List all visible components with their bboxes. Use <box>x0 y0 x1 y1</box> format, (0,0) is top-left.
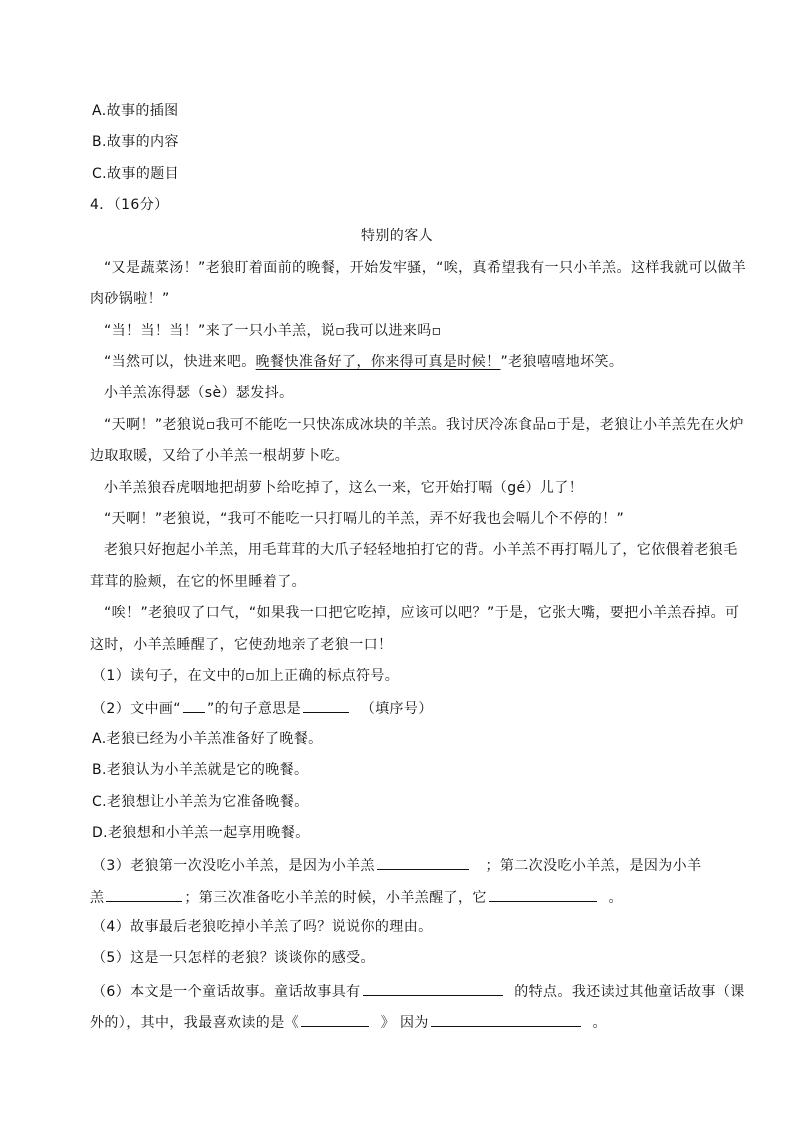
story-paragraph-5a: “天啊！”老狼说▫我可不能吃一只快冻成冰块的羊羔。我讨厌冷冻食品▫于是，老狼让小羊羔先在火炉 <box>104 417 744 433</box>
answer-blank[interactable] <box>489 886 597 902</box>
story-paragraph-2: “当！当！当！”来了一只小羊羔，说▫我可以进来吗▫ <box>104 323 442 339</box>
option-c: C.故事的题目 <box>92 166 180 182</box>
subquestion-6-line-1: （6）本文是一个童话故事。童话故事具有 的特点。我还读过其他童话故事（课 <box>92 980 745 1002</box>
subquestion-1: （1）读句子，在文中的▫加上正确的标点符号。 <box>92 668 400 684</box>
underline-mark <box>183 697 205 713</box>
option-b: B.故事的内容 <box>92 134 179 150</box>
option-a: A.故事的插图 <box>92 103 179 119</box>
subquestion-2-option-b: B.老狼认为小羊羔就是它的晚餐。 <box>92 762 309 778</box>
story-paragraph-5b: 边取取暖，又给了小羊羔一根胡萝卜吃。 <box>90 448 350 464</box>
answer-blank[interactable] <box>431 1011 581 1027</box>
subquestion-5: （5）这是一只怎样的老狼？谈谈你的感受。 <box>92 950 375 966</box>
story-paragraph-1b: 肉砂锅啦！” <box>90 291 170 307</box>
subquestion-6-line-2: 外的），其中，我最喜欢读的是《 》 因为 。 <box>90 1011 607 1033</box>
answer-blank[interactable] <box>106 886 182 902</box>
answer-blank[interactable] <box>301 1011 369 1027</box>
subquestion-3-line-1: （3）老狼第一次没吃小羊羔，是因为小羊羔 ；第二次没吃小羊羔，是因为小羊 <box>92 854 701 876</box>
subquestion-2-option-a: A.老狼已经为小羊羔准备好了晚餐。 <box>92 731 323 747</box>
subquestion-2-option-d: D.老狼想和小羊羔一起享用晚餐。 <box>92 825 310 841</box>
story-paragraph-6: 小羊羔狼吞虎咽地把胡萝卜给吃掉了，这么一来，它开始打嗝（gé）儿了！ <box>104 480 584 496</box>
underlined-sentence: 晚餐快准备好了，你来得可真是时候！ <box>255 354 501 370</box>
story-paragraph-8b: 茸茸的脸颊，在它的怀里睡着了。 <box>90 574 306 590</box>
story-paragraph-1a: “又是蔬菜汤！”老狼盯着面前的晚餐，开始发牢骚，“唉，真希望我有一只小羊羔。这样我就可以做羊 <box>104 260 747 276</box>
answer-blank[interactable] <box>363 980 503 996</box>
story-paragraph-8a: 老狼只好抱起小羊羔，用毛茸茸的大爪子轻轻地拍打它的背。小羊羔不再打嗝儿了，它依偎着老狼毛 <box>104 542 738 558</box>
subquestion-3-line-2: 羔 ；第三次准备吃小羊羔的时候，小羊羔醒了，它 。 <box>90 886 623 908</box>
story-title: 特别的客人 <box>361 228 433 244</box>
story-paragraph-9a: “唉！”老狼叹了口气，“如果我一口把它吃掉，应该可以吧？”于是，它张大嘴，要把小羊羔吞掉。可 <box>104 605 740 621</box>
question-header: 4．（16分） <box>90 197 169 213</box>
subquestion-2: （2）文中画“ ”的句子意思是 （填序号） <box>92 697 433 719</box>
answer-blank[interactable] <box>303 697 349 713</box>
story-paragraph-9b: 这时，小羊羔睡醒了，它使劲地亲了老狼一口！ <box>90 637 393 653</box>
subquestion-4: （4）故事最后老狼吃掉小羊羔了吗？说说你的理由。 <box>92 919 433 935</box>
story-paragraph-3: “当然可以，快进来吧。晚餐快准备好了，你来得可真是时候！”老狼嘻嘻地坏笑。 <box>104 354 624 370</box>
answer-blank[interactable] <box>377 854 469 870</box>
story-paragraph-4: 小羊羔冻得瑟（sè）瑟发抖。 <box>104 385 294 401</box>
story-paragraph-7: “天啊！”老狼说，“我可不能吃一只打嗝儿的羊羔，弄不好我也会嗝儿个不停的！” <box>104 511 625 527</box>
subquestion-2-option-c: C.老狼想让小羊羔为它准备晚餐。 <box>92 794 309 810</box>
